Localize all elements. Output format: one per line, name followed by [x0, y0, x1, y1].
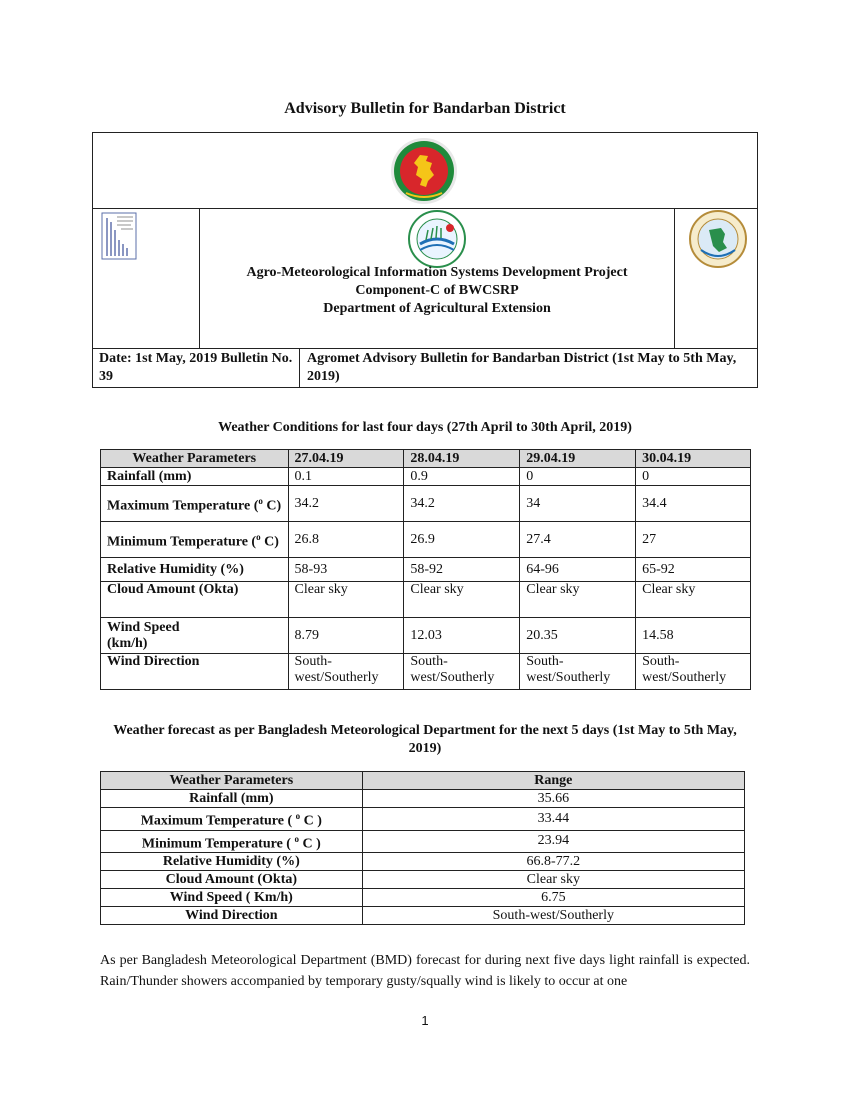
param-cell: Wind Speed ( Km/h): [101, 889, 363, 907]
value-cell: 34.2: [288, 486, 404, 522]
value-cell: 33.44: [362, 808, 744, 831]
param-label: Wind Speed (km/h): [107, 619, 180, 651]
department-name: Department of Agricultural Extension: [323, 301, 551, 316]
value-cell: South-west/Southerly: [362, 907, 744, 925]
value-cell: 26.8: [288, 522, 404, 558]
value-cell: Clear sky: [404, 582, 520, 618]
component-name: Component-C of BWCSRP: [355, 283, 519, 298]
header-row-seal: [93, 133, 757, 209]
value-cell: 14.58: [636, 618, 751, 654]
value-cell: 0: [520, 468, 636, 486]
value-cell: South-west/Southerly: [404, 654, 520, 690]
value-cell: 0: [636, 468, 751, 486]
param-cell: Wind Direction: [101, 907, 363, 925]
dae-logo-icon: [408, 210, 466, 268]
header-row-logos: [93, 208, 757, 349]
value-cell: 27.4: [520, 522, 636, 558]
bulletin-title: Agromet Advisory Bulletin for Bandarban District (1st May to 5th May, 2019): [307, 351, 737, 384]
table-row: [101, 871, 745, 889]
value-cell: 64-96: [520, 558, 636, 582]
value-cell: 34.2: [404, 486, 520, 522]
value-cell: 34.4: [636, 486, 751, 522]
param-cell: Maximum Temperature ( $^o$ C ): [101, 808, 363, 831]
table-row: [101, 558, 751, 582]
table-header-row: [101, 450, 751, 468]
table-row: [101, 654, 751, 690]
param-cell: Rainfall (mm): [101, 468, 289, 486]
column-header: Weather Parameters: [101, 772, 363, 790]
value-cell: 8.79: [288, 618, 404, 654]
value-cell: 12.03: [404, 618, 520, 654]
column-header: 29.04.19: [520, 450, 636, 468]
table-row: [101, 618, 751, 654]
value-cell: South-west/Southerly: [636, 654, 751, 690]
past-weather-table: [100, 449, 751, 690]
table-row: [101, 907, 745, 925]
project-name: Agro-Meteorological Information Systems Development Project: [246, 265, 628, 280]
header-row-info: [93, 348, 757, 388]
page-number: 1: [421, 1013, 429, 1028]
param-cell: Minimum Temperature ( $^o$ C ): [101, 830, 363, 853]
value-cell: 0.9: [404, 468, 520, 486]
bmd-logo-icon: [689, 210, 747, 268]
value-cell: 0.1: [288, 468, 404, 486]
table-row: [101, 486, 751, 522]
page-title: Advisory Bulletin for Bandarban District: [284, 100, 566, 117]
value-cell: South-west/Southerly: [520, 654, 636, 690]
header-box: [92, 132, 758, 388]
value-cell: Clear sky: [288, 582, 404, 618]
column-header: Range: [362, 772, 744, 790]
past-weather-title: Weather Conditions for last four days (27th April to 30th April, 2019): [218, 420, 632, 435]
project-logo-icon: [101, 212, 137, 262]
column-header: 30.04.19: [636, 450, 751, 468]
value-cell: 23.94: [362, 830, 744, 853]
param-cell: Minimum Temperature ($^o$ C): [101, 522, 289, 558]
table-row: [101, 790, 745, 808]
table-row: [101, 830, 745, 853]
param-cell: Cloud Amount (Okta): [101, 582, 289, 618]
table-row: [101, 889, 745, 907]
forecast-table: [100, 771, 745, 925]
table-row: [101, 522, 751, 558]
table-row: [101, 853, 745, 871]
forecast-title: Weather forecast as per Bangladesh Meteorological Department for the next 5 days (1st May to 5th May, 2019): [113, 723, 737, 756]
value-cell: Clear sky: [362, 871, 744, 889]
column-header: 27.04.19: [288, 450, 404, 468]
value-cell: Clear sky: [520, 582, 636, 618]
param-cell: Maximum Temperature ($^o$ C): [101, 486, 289, 522]
value-cell: South-west/Southerly: [288, 654, 404, 690]
value-cell: 6.75: [362, 889, 744, 907]
value-cell: 65-92: [636, 558, 751, 582]
value-cell: 20.35: [520, 618, 636, 654]
column-header: Weather Parameters: [101, 450, 289, 468]
value-cell: 27: [636, 522, 751, 558]
forecast-paragraph: As per Bangladesh Meteorological Department (BMD) forecast for during next five days light rainfall is expected. Rain/Thunder showers accompanied by temporary gusty/squally wind is likely to occur at one: [100, 953, 750, 989]
table-row: [101, 808, 745, 831]
value-cell: 66.8-77.2: [362, 853, 744, 871]
param-cell: [101, 618, 289, 654]
value-cell: 35.66: [362, 790, 744, 808]
param-cell: Cloud Amount (Okta): [101, 871, 363, 889]
value-cell: Clear sky: [636, 582, 751, 618]
table-header-row: [101, 772, 745, 790]
value-cell: 58-92: [404, 558, 520, 582]
column-header: 28.04.19: [404, 450, 520, 468]
project-title-block: [200, 264, 674, 318]
government-seal-icon: [390, 137, 458, 205]
table-row: [101, 468, 751, 486]
param-cell: Relative Humidity (%): [101, 558, 289, 582]
param-cell: Rainfall (mm): [101, 790, 363, 808]
param-cell: Relative Humidity (%): [101, 853, 363, 871]
param-cell: Wind Direction: [101, 654, 289, 690]
value-cell: 58-93: [288, 558, 404, 582]
value-cell: 34: [520, 486, 636, 522]
value-cell: 26.9: [404, 522, 520, 558]
bulletin-date: Date: 1st May, 2019 Bulletin No. 39: [99, 351, 293, 384]
table-row: [101, 582, 751, 618]
